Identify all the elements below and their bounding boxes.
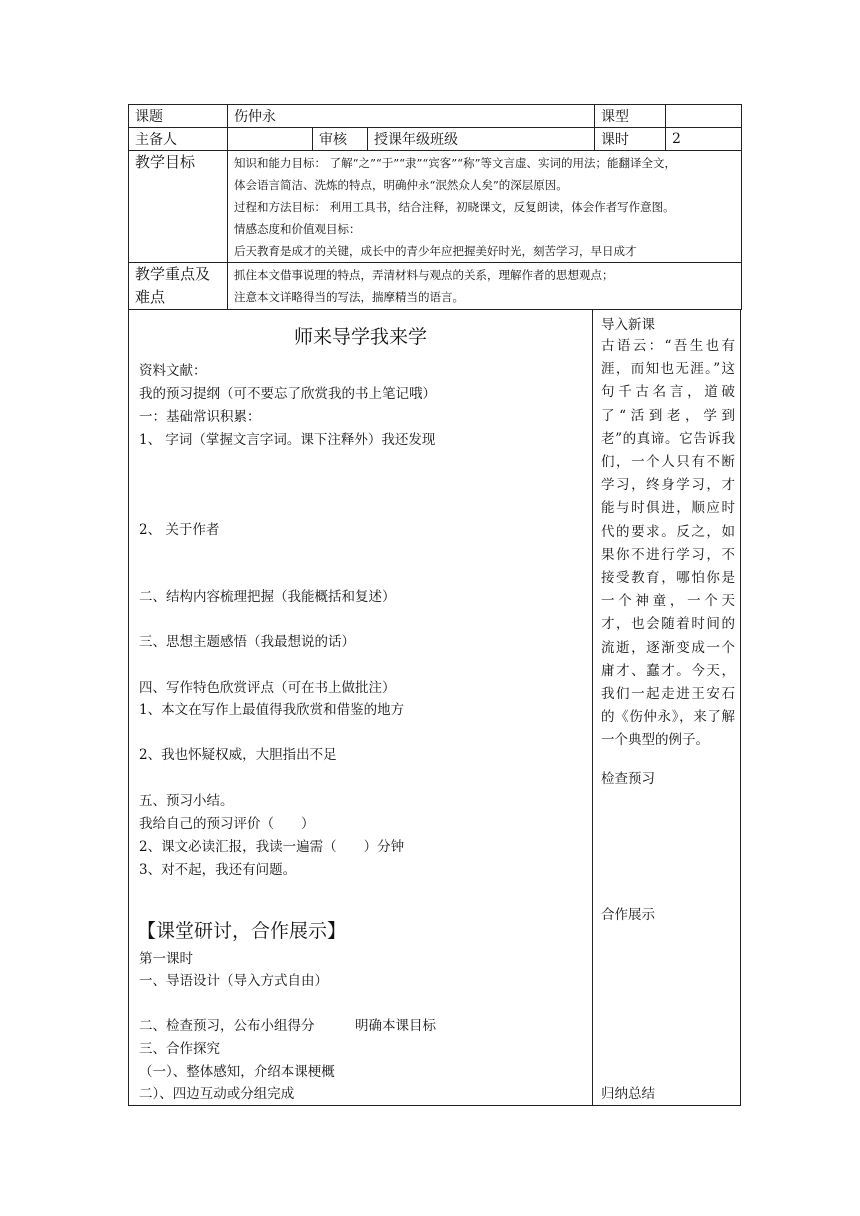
text-line: 2、我也怀疑权威，大胆指出不足: [139, 747, 337, 763]
text-line: 二、结构内容梳理把握（我能概括和复述）: [139, 589, 396, 605]
text-line: 资料文献：: [139, 363, 207, 379]
goals-line: 体会语言简洁、洗炼的特点，明确仲永“泯然众人矣”的深层原因。: [234, 178, 568, 192]
text-line: 我给自己的预习评价（ ）: [139, 816, 315, 832]
class-label: 授课年级班级: [368, 128, 595, 151]
text-line: 1、 字词（掌握文言字词。课下注释外）我还发现: [139, 432, 436, 448]
left-column: [129, 310, 593, 1105]
summary-heading: 归纳总结: [601, 1086, 655, 1102]
intro-heading: 导入新课: [601, 317, 655, 333]
keypoints-row: [129, 263, 742, 310]
period-label: 课时: [595, 128, 666, 151]
text-line: 我的预习提纲（可不要忘了欣赏我的书上笔记哦）: [139, 386, 436, 402]
preparer-row: [129, 128, 742, 151]
text-line: 第一课时: [139, 951, 193, 967]
text-line: 2、课文必读汇报，我读一遍需（ ）分钟: [139, 839, 405, 855]
right-column: [593, 310, 741, 1105]
main-body: [128, 310, 741, 1106]
goals-row: [129, 151, 742, 263]
type-value: [666, 105, 742, 128]
intro-text: 古语云：“吾生也有涯，而知也无涯。”这句千古名言，道破了“活到老，学到老”的真谛。它告诉我们，一个人只有不断学习，终身学习，才能与时俱进，顺应时代的要求。反之，如果你不进行学习，不接受教育，哪怕你是一个神童，一个天才，也会随着时间的流逝，逐渐变成一个庸才、蠢才。今天，我们一起走进王安石的《伤仲永》，来了解一个典型的例子。: [601, 338, 735, 749]
goals-label: 教学目标: [129, 151, 228, 263]
goals-line: 情感态度和价值观目标：: [234, 222, 361, 236]
cooperate-heading: 合作展示: [601, 907, 655, 923]
review-label: 审核: [313, 128, 368, 151]
section-title: 师来导学我来学: [293, 326, 427, 348]
goals-content: [228, 151, 742, 263]
goals-line: 后天教育是成才的关键，成长中的青少年应把握美好时光，刻苦学习，早日成才: [234, 244, 637, 258]
text-line: 一、导语设计（导入方式自由）: [139, 973, 328, 989]
keypoints-line: 抓住本文借事说理的特点，弄清材料与观点的关系，理解作者的思想观点；: [234, 268, 614, 282]
topic-row: [129, 105, 742, 128]
topic-label: 课题: [129, 105, 228, 128]
preparer-label: 主备人: [129, 128, 228, 151]
text-line: 3、对不起，我还有问题。: [139, 862, 297, 878]
keypoints-label: 教学重点及难点: [129, 263, 228, 310]
text-line: 三、合作探究: [139, 1041, 220, 1057]
keypoints-content: [228, 263, 742, 310]
text-line: （一）、整体感知，介绍本课梗概: [139, 1064, 335, 1080]
text-line: 五、预习小结。: [139, 793, 234, 809]
text-line: 一：基础常识积累：: [139, 409, 261, 425]
check-heading: 检查预习: [601, 771, 655, 787]
type-label: 课型: [595, 105, 666, 128]
preparer-value: [228, 128, 313, 151]
topic-value: 伤仲永: [228, 105, 595, 128]
text-line: 1、本文在写作上最值得我欣赏和借鉴的地方: [139, 702, 405, 718]
period-value: 2: [666, 128, 742, 151]
text-line: 二、检查预习，公布小组得分 明确本课目标: [139, 1018, 436, 1034]
text-line: 三、思想主题感悟（我最想说的话）: [139, 634, 355, 650]
text-line: 二）、四边互动或分组完成: [139, 1086, 295, 1102]
header-table: [128, 104, 742, 310]
lesson-plan: [128, 104, 741, 1106]
text-line: 2、 关于作者: [139, 522, 220, 538]
text-line: 四、写作特色欣赏评点（可在书上做批注）: [139, 680, 396, 696]
goals-line: 知识和能力目标： 了解“之”“于”“隶”“宾客”“称”等文言虚、实词的用法；能翻译全文，: [234, 156, 676, 170]
keypoints-line: 注意本文详略得当的写法，揣摩精当的语言。: [234, 290, 464, 304]
goals-line: 过程和方法目标： 利用工具书，结合注释，初晓课文，反复朗读，体会作者写作意图。: [234, 200, 675, 214]
section2-title: 【课堂研讨，合作展示】: [137, 920, 347, 942]
